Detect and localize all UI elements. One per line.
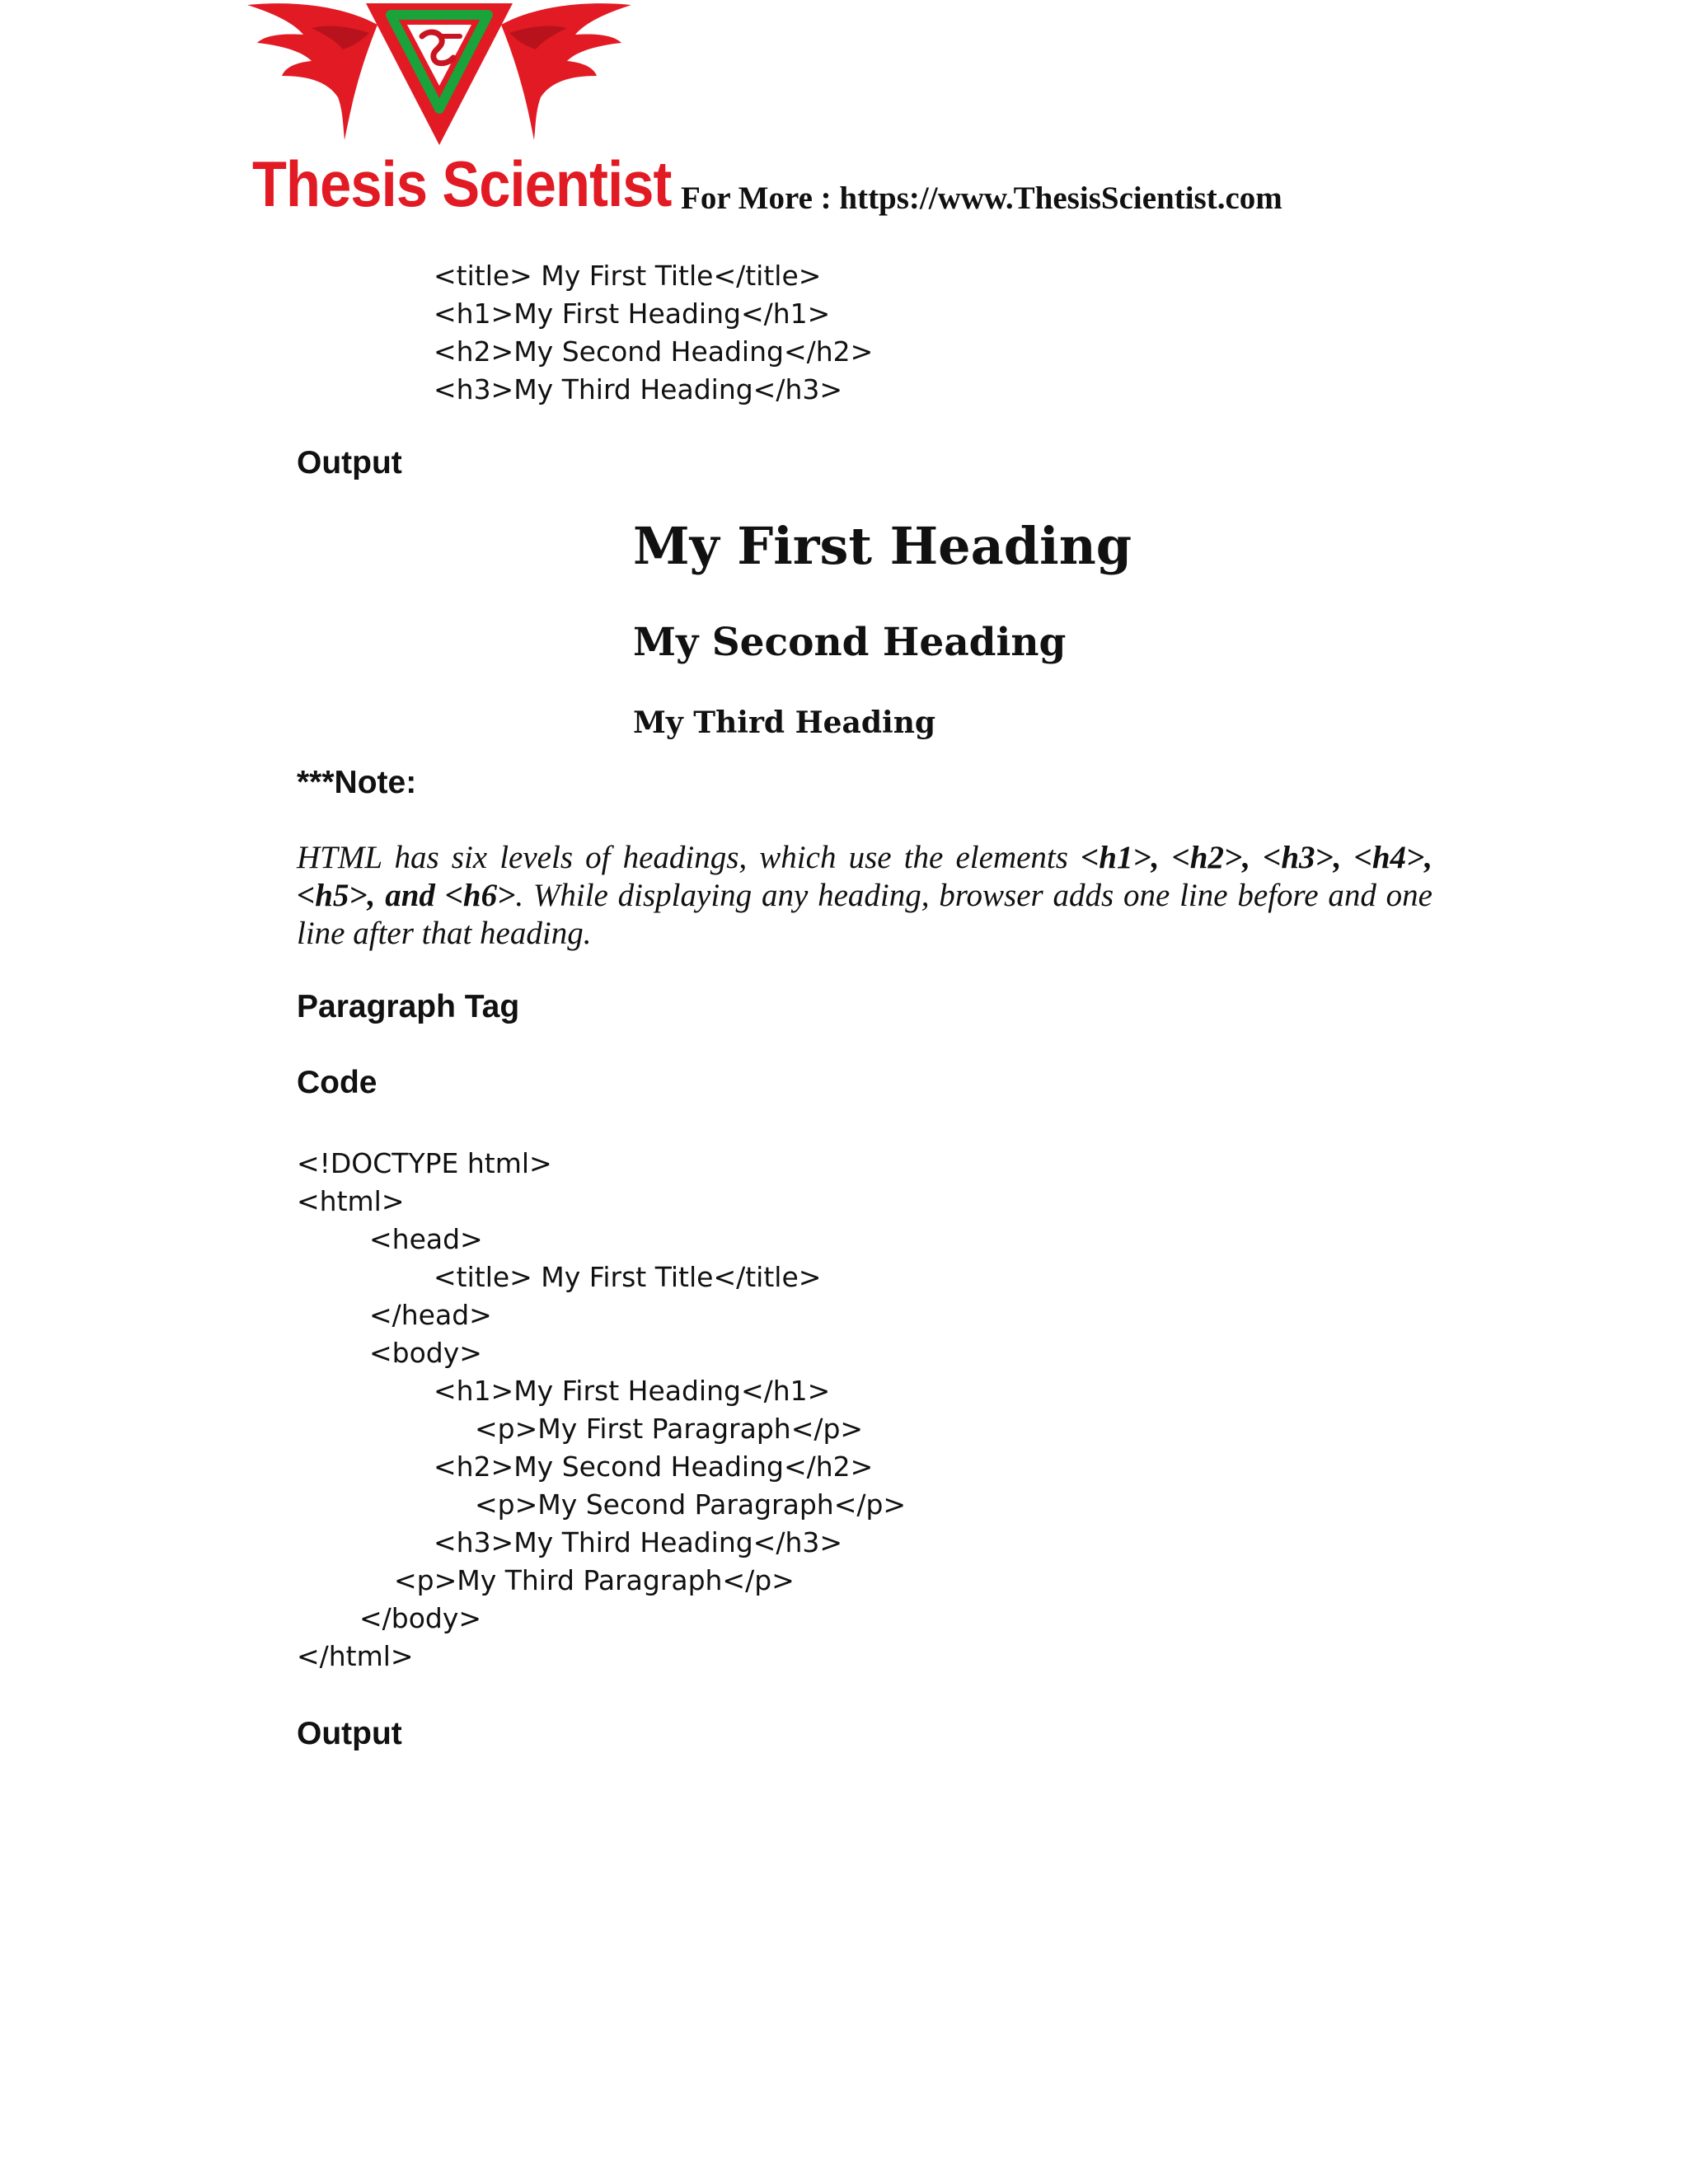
code-line: <h2>My Second Heading</h2> — [434, 1451, 874, 1483]
snippet-line: <title> My First Title</title> — [434, 260, 822, 292]
snippet-line: <h3>My Third Heading</h3> — [434, 373, 843, 405]
code-heading: Code — [297, 1065, 377, 1100]
note-text-start: HTML has six levels of headings, which use the elements — [297, 840, 1081, 875]
note-heading-tags: <h1>, <h2>, <h3>, <h4>, <h5>, and <h6> — [297, 840, 1433, 913]
rendered-h2: My Second Heading — [633, 620, 1067, 665]
code-line: </head> — [369, 1299, 492, 1331]
code-line: </body> — [359, 1602, 482, 1634]
paragraph-tag-heading: Paragraph Tag — [297, 989, 520, 1024]
note-paragraph — [297, 839, 1432, 953]
winged-emblem-icon — [246, 0, 633, 165]
code-line: <p>My First Paragraph</p> — [475, 1413, 864, 1445]
rendered-h3: My Third Heading — [633, 705, 936, 740]
rendered-h1: My First Heading — [633, 516, 1132, 576]
note-label: ***Note: — [297, 765, 417, 800]
code-line: <h3>My Third Heading</h3> — [434, 1526, 843, 1558]
code-line: <html> — [297, 1185, 405, 1217]
output-heading: Output — [297, 445, 402, 480]
snippet-line: <h1>My First Heading</h1> — [434, 298, 831, 330]
code-line: <body> — [369, 1337, 482, 1369]
code-line: <h1>My First Heading</h1> — [434, 1375, 831, 1407]
code-line: <title> My First Title</title> — [434, 1261, 822, 1293]
note-text-end: . While displaying any heading, browser adds one line before and one line after that heading. — [297, 878, 1432, 951]
code-line: <!DOCTYPE html> — [297, 1147, 552, 1179]
output-heading: Output — [297, 1716, 402, 1751]
snippet-line: <h2>My Second Heading</h2> — [434, 335, 874, 368]
more-info-link[interactable]: For More : https://www.ThesisScientist.com — [681, 180, 1282, 216]
code-line: <p>My Second Paragraph</p> — [475, 1488, 907, 1521]
code-line: <p>My Third Paragraph</p> — [394, 1564, 795, 1596]
code-line: </html> — [297, 1640, 414, 1672]
brand-name: Thesis Scientist — [252, 148, 672, 220]
code-line: <head> — [369, 1223, 483, 1255]
